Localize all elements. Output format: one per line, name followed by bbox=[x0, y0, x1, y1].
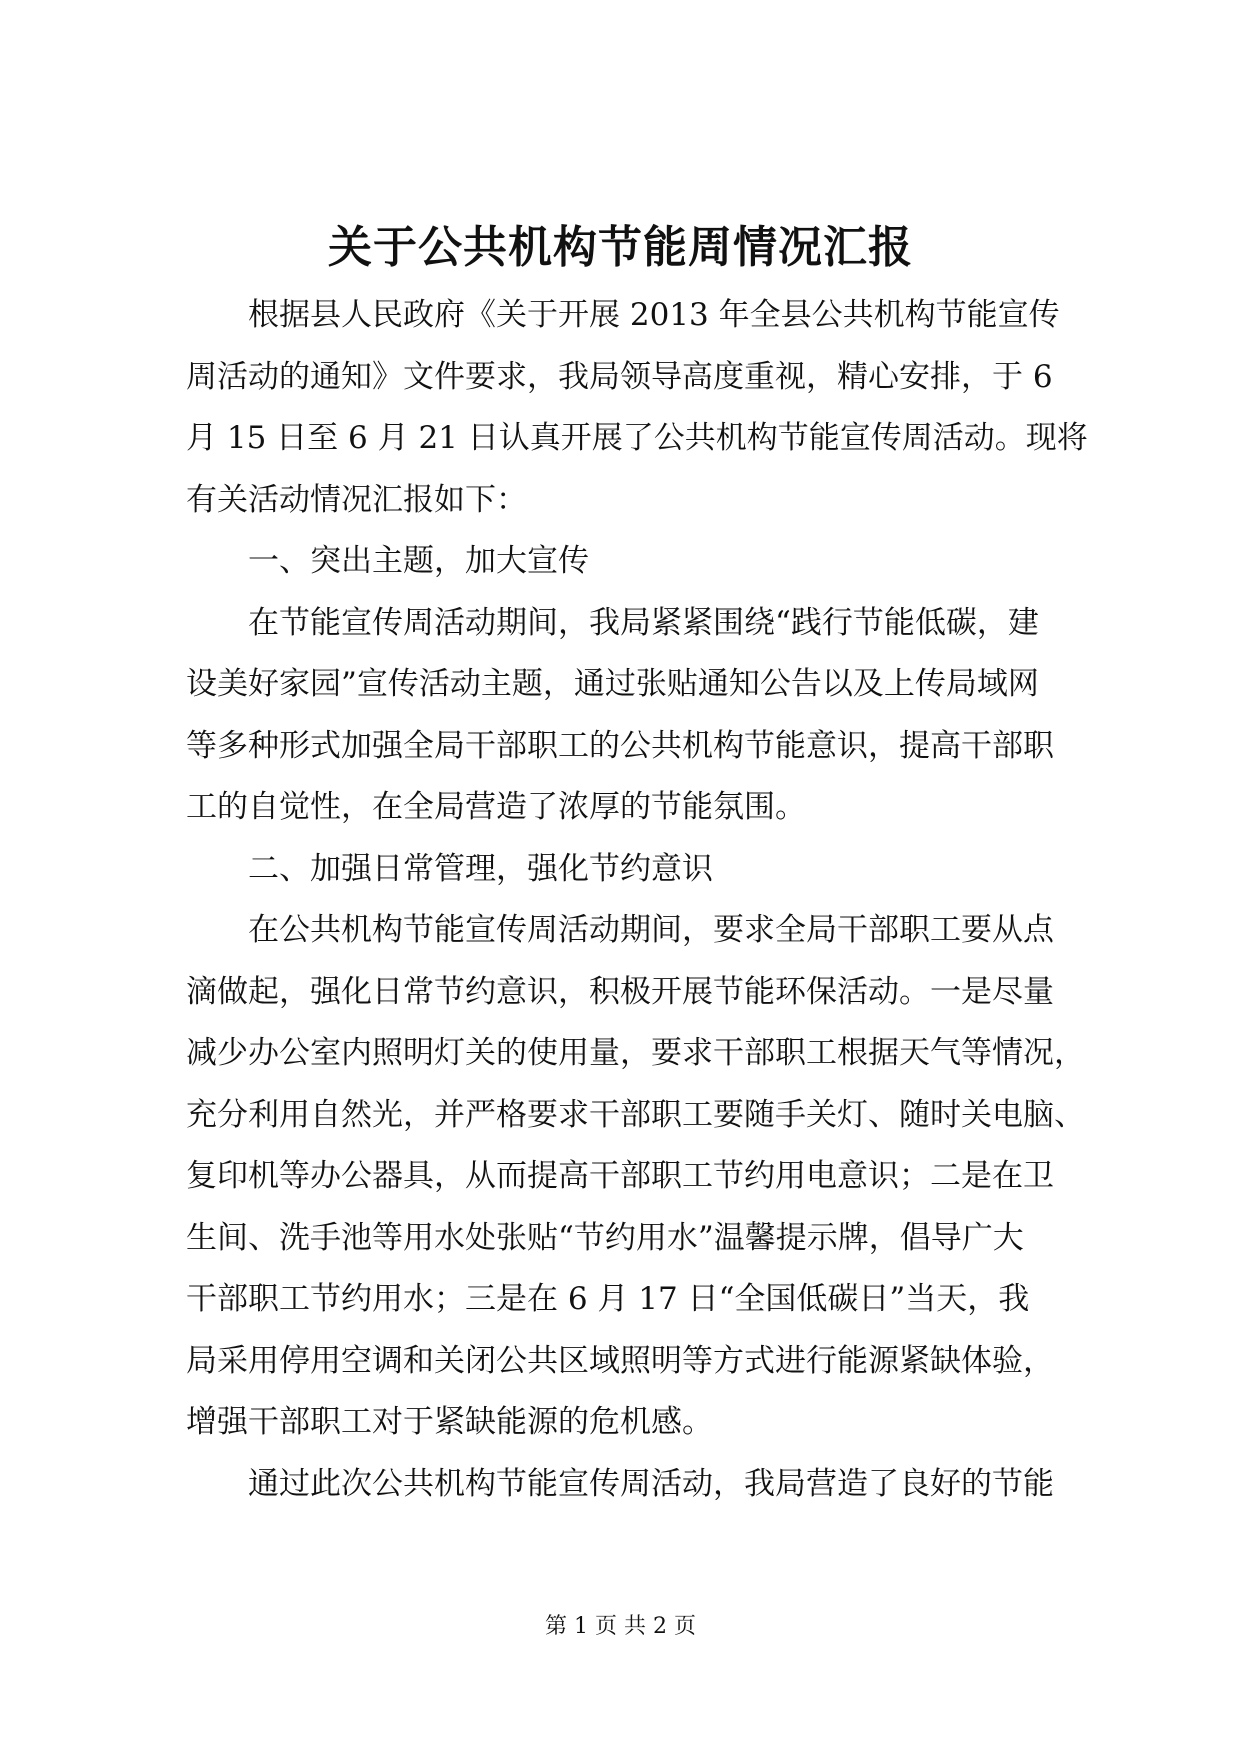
text-line: 通过此次公共机构节能宣传周活动，我局营造了良好的节能 bbox=[248, 1465, 1054, 1502]
paragraph-section-2 bbox=[186, 900, 1086, 1454]
text-line: 在公共机构节能宣传周活动期间，要求全局干部职工要从点 bbox=[248, 912, 1054, 948]
document-body bbox=[186, 285, 1086, 1515]
text-line: 根据县人民政府《关于开展 2013 年全县公共机构节能宣传 bbox=[248, 297, 1060, 333]
text-line: 设美好家园”宣传活动主题，通过张贴通知公告以及上传局域网 bbox=[186, 666, 1039, 702]
text-line: 生间、洗手池等用水处张贴“节约用水”温馨提示牌，倡导广大 bbox=[186, 1219, 1024, 1256]
text-line: 复印机等办公器具，从而提高干部职工节约用电意识；二是在卫 bbox=[186, 1158, 1054, 1194]
text-line: 周活动的通知》文件要求，我局领导高度重视，精心安排，于 6 bbox=[186, 358, 1053, 395]
paragraph-intro bbox=[186, 285, 1086, 531]
text-line: 滴做起，强化日常节约意识，积极开展节能环保活动。一是尽量 bbox=[186, 973, 1054, 1010]
text-line: 工的自觉性，在全局营造了浓厚的节能氛围。 bbox=[186, 789, 806, 825]
text-line: 在节能宣传周活动期间，我局紧紧围绕“践行节能低碳，建 bbox=[248, 604, 1039, 641]
section-heading-2: 二、加强日常管理，强化节约意识 bbox=[248, 850, 713, 887]
text-line: 月 15 日至 6 月 21 日认真开展了公共机构节能宣传周活动。现将 bbox=[186, 420, 1088, 456]
text-line: 局采用停用空调和关闭公共区域照明等方式进行能源紧缺体验， bbox=[186, 1342, 1054, 1379]
text-line: 减少办公室内照明灯关的使用量，要求干部职工根据天气等情况， bbox=[186, 1035, 1085, 1071]
text-line: 等多种形式加强全局干部职工的公共机构节能意识，提高干部职 bbox=[186, 727, 1054, 764]
text-line: 有关活动情况汇报如下： bbox=[186, 481, 527, 518]
document-title: 关于公共机构节能周情况汇报 bbox=[328, 222, 913, 273]
text-line: 充分利用自然光，并严格要求干部职工要随手关灯、随时关电脑、 bbox=[186, 1096, 1085, 1133]
page-footer: 第 1 页 共 2 页 bbox=[545, 1614, 696, 1639]
section-heading-1: 一、突出主题，加大宣传 bbox=[248, 543, 589, 579]
paragraph-section-1 bbox=[186, 593, 1086, 839]
paragraph-conclusion bbox=[186, 1454, 1086, 1516]
text-line: 干部职工节约用水；三是在 6 月 17 日“全国低碳日”当天，我 bbox=[186, 1281, 1030, 1317]
text-line: 增强干部职工对于紧缺能源的危机感。 bbox=[186, 1404, 713, 1440]
